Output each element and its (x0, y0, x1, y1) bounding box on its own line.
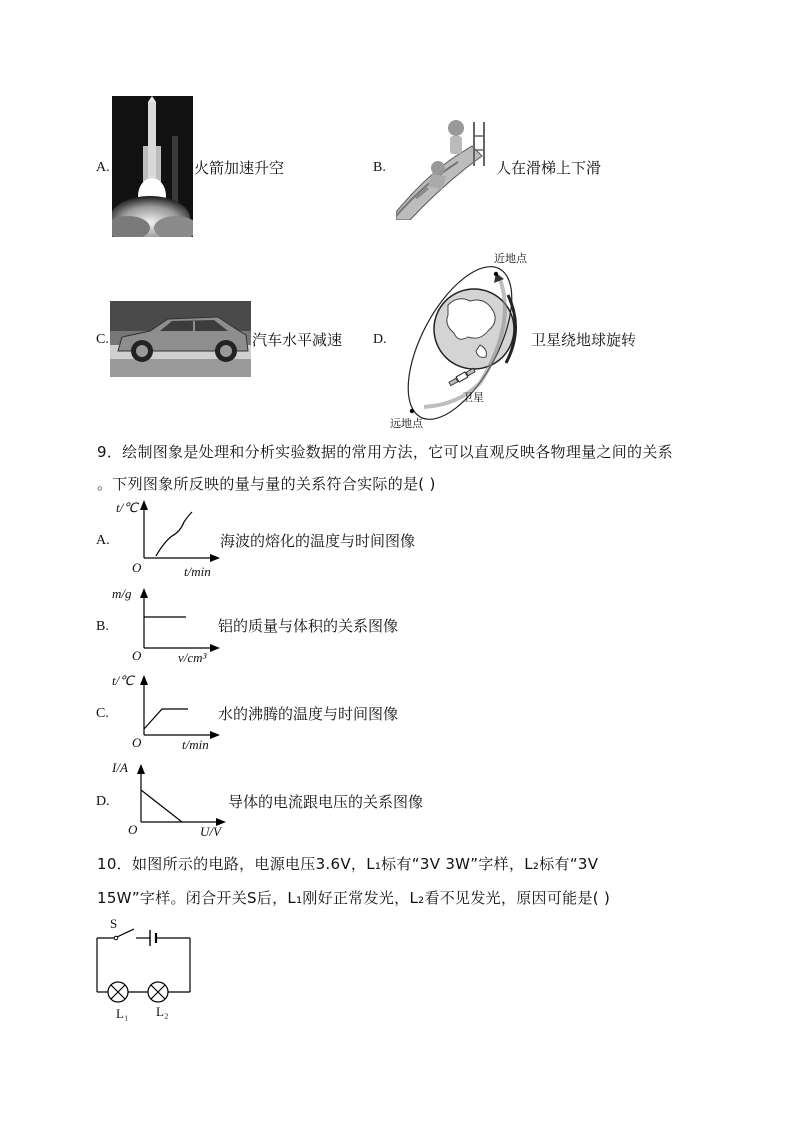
perigee-label: 近地点 (494, 252, 527, 265)
graph-a-origin: O (132, 560, 142, 575)
option-c-caption: 汽车水平减速 (252, 331, 343, 349)
q9-option-a-caption: 海波的熔化的温度与时间图像 (220, 532, 416, 550)
q9-option-b-caption: 铝的质量与体积的关系图像 (218, 617, 399, 635)
q9-option-d-letter: D. (96, 794, 110, 809)
graph-a-xlabel: t/min (184, 564, 211, 579)
question-10-line2: 15W”字样。闭合开关S后，L₁刚好正常发光，L₂看不见发光，原因可能是( ) (97, 889, 611, 907)
child-on-slide-picture (396, 116, 488, 220)
graph-b-xlabel: v/cm³ (178, 650, 207, 665)
lamp-l2-label: L₂ (156, 1004, 169, 1019)
lamp-l1-label: L₁ (116, 1006, 129, 1021)
option-b-caption: 人在滑梯上下滑 (496, 159, 602, 177)
car-photo (110, 301, 251, 377)
apogee-label: 远地点 (390, 417, 423, 430)
graph-d-origin: O (128, 822, 138, 837)
graph-c-xlabel: t/min (182, 737, 209, 752)
q9-option-c-caption: 水的沸腾的温度与时间图像 (218, 705, 399, 723)
question-10-line1: 10．如图所示的电路，电源电压3.6V，L₁标有“3V 3W”字样，L₂标有“3V (97, 855, 599, 873)
q9-option-c-letter: C. (96, 706, 109, 721)
satellite-orbit-diagram (388, 245, 538, 430)
q9-option-b-letter: B. (96, 619, 109, 634)
graph-c-origin: O (132, 735, 142, 750)
rocket-launch-photo (112, 96, 193, 237)
q9-option-a-letter: A. (96, 533, 110, 548)
question-9-line1: 9．绘制图象是处理和分析实验数据的常用方法，它可以直观反映各物理量之间的关系 (97, 443, 673, 461)
graph-b-ylabel: m/g (112, 586, 132, 601)
graph-d (108, 758, 233, 842)
graph-d-xlabel: U/V (200, 824, 221, 839)
graph-a (108, 498, 223, 580)
q9-option-d-caption: 导体的电流跟电压的关系图像 (228, 793, 424, 811)
option-c-letter: C. (96, 332, 109, 347)
graph-b-origin: O (132, 648, 142, 663)
option-a-letter: A. (96, 160, 110, 175)
graph-d-ylabel: I/A (112, 760, 128, 775)
option-d-letter: D. (373, 332, 387, 347)
graph-c (108, 671, 223, 753)
option-d-caption: 卫星绕地球旋转 (531, 331, 637, 349)
graph-b (108, 584, 223, 666)
question-9-line2: 。下列图象所反映的量与量的关系符合实际的是( ) (97, 475, 436, 493)
satellite-label: 卫星 (462, 391, 484, 404)
graph-c-ylabel: t/℃ (112, 673, 134, 688)
circuit-diagram (92, 916, 202, 1028)
option-b-letter: B. (373, 160, 386, 175)
graph-a-ylabel: t/℃ (116, 500, 138, 515)
option-a-caption: 火箭加速升空 (194, 159, 285, 177)
switch-label: S (110, 916, 118, 931)
